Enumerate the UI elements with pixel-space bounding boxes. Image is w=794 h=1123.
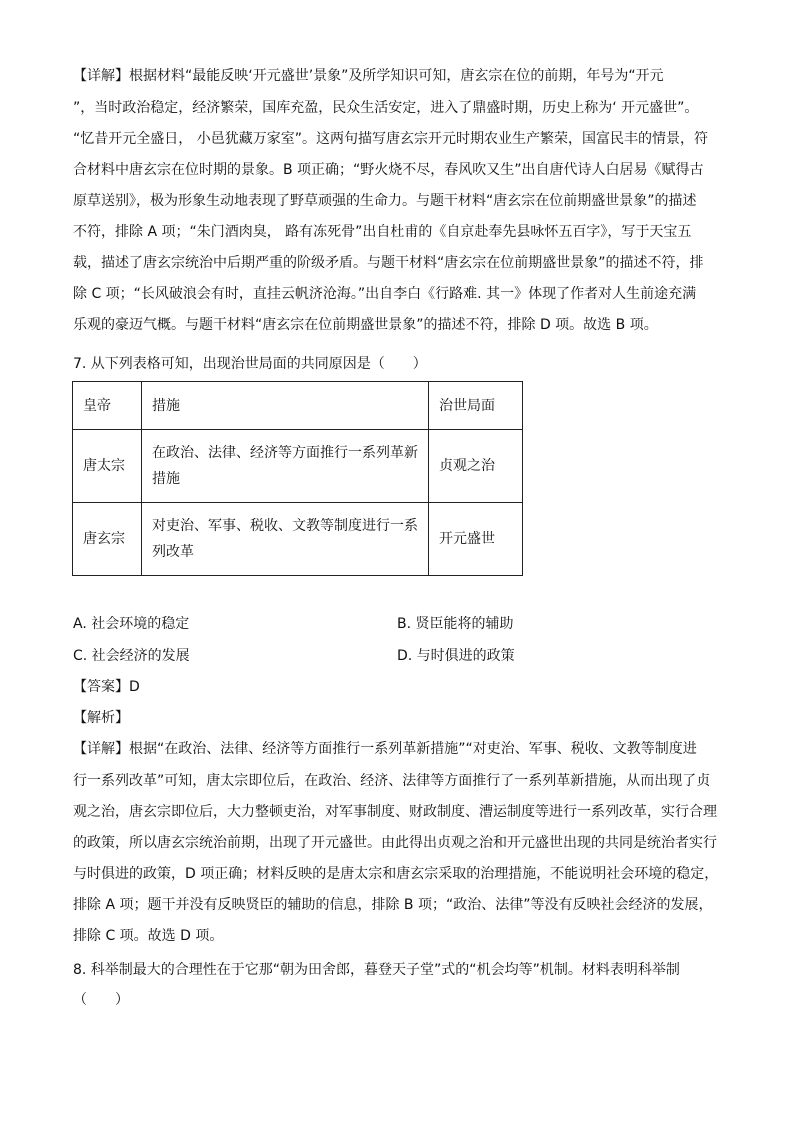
q6-explain-line: “忆昔开元全盛日， 小邑犹藏万家室”。这两句描写唐玄宗开元时期农业生产繁荣，国富民丰的情景，符 bbox=[73, 131, 708, 147]
q7-answer: 【答案】D bbox=[73, 679, 140, 695]
cell-emperor: 唐太宗 bbox=[73, 430, 142, 503]
cell-result: 贞观之治 bbox=[429, 430, 523, 503]
q6-explain-line: ”，当时政治稳定，经济繁荣，国库充盈，民众生活安定，进入了鼎盛时期，历史上称为‘ 开元盛世”。 bbox=[73, 100, 699, 116]
q6-explain-line: 【详解】根据材料“最能反映‘开元盛世’景象”及所学知识可知，唐玄宗在位的前期，年号为“开元 bbox=[73, 68, 664, 84]
cell-result: 开元盛世 bbox=[429, 503, 523, 576]
q8-stem-blank: （ ） bbox=[73, 992, 129, 1008]
q6-explain-line: 除 C 项；“长风破浪会有时，直挂云帆济沧海。”出自李白《行路难. 其一》体现了作者对人生前途充满 bbox=[73, 286, 697, 302]
option-c: C. 社会经济的发展 bbox=[73, 648, 190, 664]
q6-explain-line: 合材料中唐玄宗在位时期的景象。B 项正确；“野火烧不尽，春风吹又生”出自唐代诗人白居易《赋得古 bbox=[73, 162, 704, 178]
q7-explain-line: 行一系列改革”可知，唐太宗即位后，在政治、经济、法律等方面推行了一系列革新措施，从而出现了贞 bbox=[73, 773, 711, 789]
q7-stem: 7. 从下列表格可知，出现治世局面的共同原因是（ ） bbox=[73, 356, 427, 372]
option-b: B. 贤臣能将的辅助 bbox=[397, 616, 514, 632]
q6-explain-line: 原草送别》，极为形象生动地表现了野草顽强的生命力。与题干材料“唐玄宗在位前期盛世景象”的描述 bbox=[73, 193, 697, 209]
header-result: 治世局面 bbox=[429, 382, 523, 430]
q7-explain-line: 与时俱进的政策，D 项正确；材料反映的是唐太宗和唐玄宗采取的治理措施，不能说明社会环境的稳定， bbox=[73, 866, 719, 882]
cell-emperor: 唐玄宗 bbox=[73, 503, 142, 576]
q7-explain-line: 的政策，所以唐玄宗统治前期，出现了开元盛世。由此得出贞观之治和开元盛世出现的共同是统治者实行 bbox=[73, 835, 717, 851]
cell-measure-line: 列改革 bbox=[152, 544, 194, 560]
cell-measure bbox=[142, 430, 429, 503]
header-measure: 措施 bbox=[142, 382, 429, 430]
header-emperor: 皇帝 bbox=[73, 382, 142, 430]
cell-measure-line: 措施 bbox=[152, 471, 180, 487]
q7-analysis-heading: 【解析】 bbox=[73, 710, 129, 726]
cell-measure-line: 对吏治、军事、税收、文教等制度进行一系 bbox=[152, 518, 418, 534]
q7-explain-line: 【详解】根据“在政治、法律、经济等方面推行一系列革新措施”“对吏治、军事、税收、文教等制度进 bbox=[73, 741, 697, 757]
q6-explain-line: 不符，排除 A 项；“朱门酒肉臭， 路有冻死骨”出自杜甫的《自京赴奉先县咏怀五百字》，写于天宝五 bbox=[73, 224, 692, 240]
table-row bbox=[73, 430, 523, 503]
q7-explain-line: 排除 A 项；题干并没有反映贤臣的辅助的信息，排除 B 项；“政治、法律”等没有反映社会经济的发展， bbox=[73, 897, 713, 913]
option-d: D. 与时俱进的政策 bbox=[397, 648, 515, 664]
q6-explain-line: 载，描述了唐玄宗统治中后期严重的阶级矛盾。与题干材料“唐玄宗在位前期盛世景象”的描述不符，排 bbox=[73, 255, 704, 271]
q7-explain-line: 排除 C 项。故选 D 项。 bbox=[73, 928, 224, 944]
table-row bbox=[73, 503, 523, 576]
q6-explain-line: 乐观的豪迈气概。与题干材料“唐玄宗在位前期盛世景象”的描述不符，排除 D 项。故选 B 项。 bbox=[73, 317, 658, 333]
q7-explain-line: 观之治，唐玄宗即位后，大力整顿吏治，对军事制度、财政制度、漕运制度等进行一系列改革，实行合理 bbox=[73, 804, 717, 820]
option-a: A. 社会环境的稳定 bbox=[73, 616, 190, 632]
q7-table bbox=[72, 381, 523, 576]
cell-measure-line: 在政治、法律、经济等方面推行一系列革新 bbox=[152, 445, 418, 461]
q8-stem: 8. 科举制最大的合理性在于它那“朝为田舍郎，暮登天子堂”式的“机会均等”机制。材料表明科举制 bbox=[73, 962, 680, 978]
cell-measure bbox=[142, 503, 429, 576]
table-header-row bbox=[73, 382, 523, 430]
